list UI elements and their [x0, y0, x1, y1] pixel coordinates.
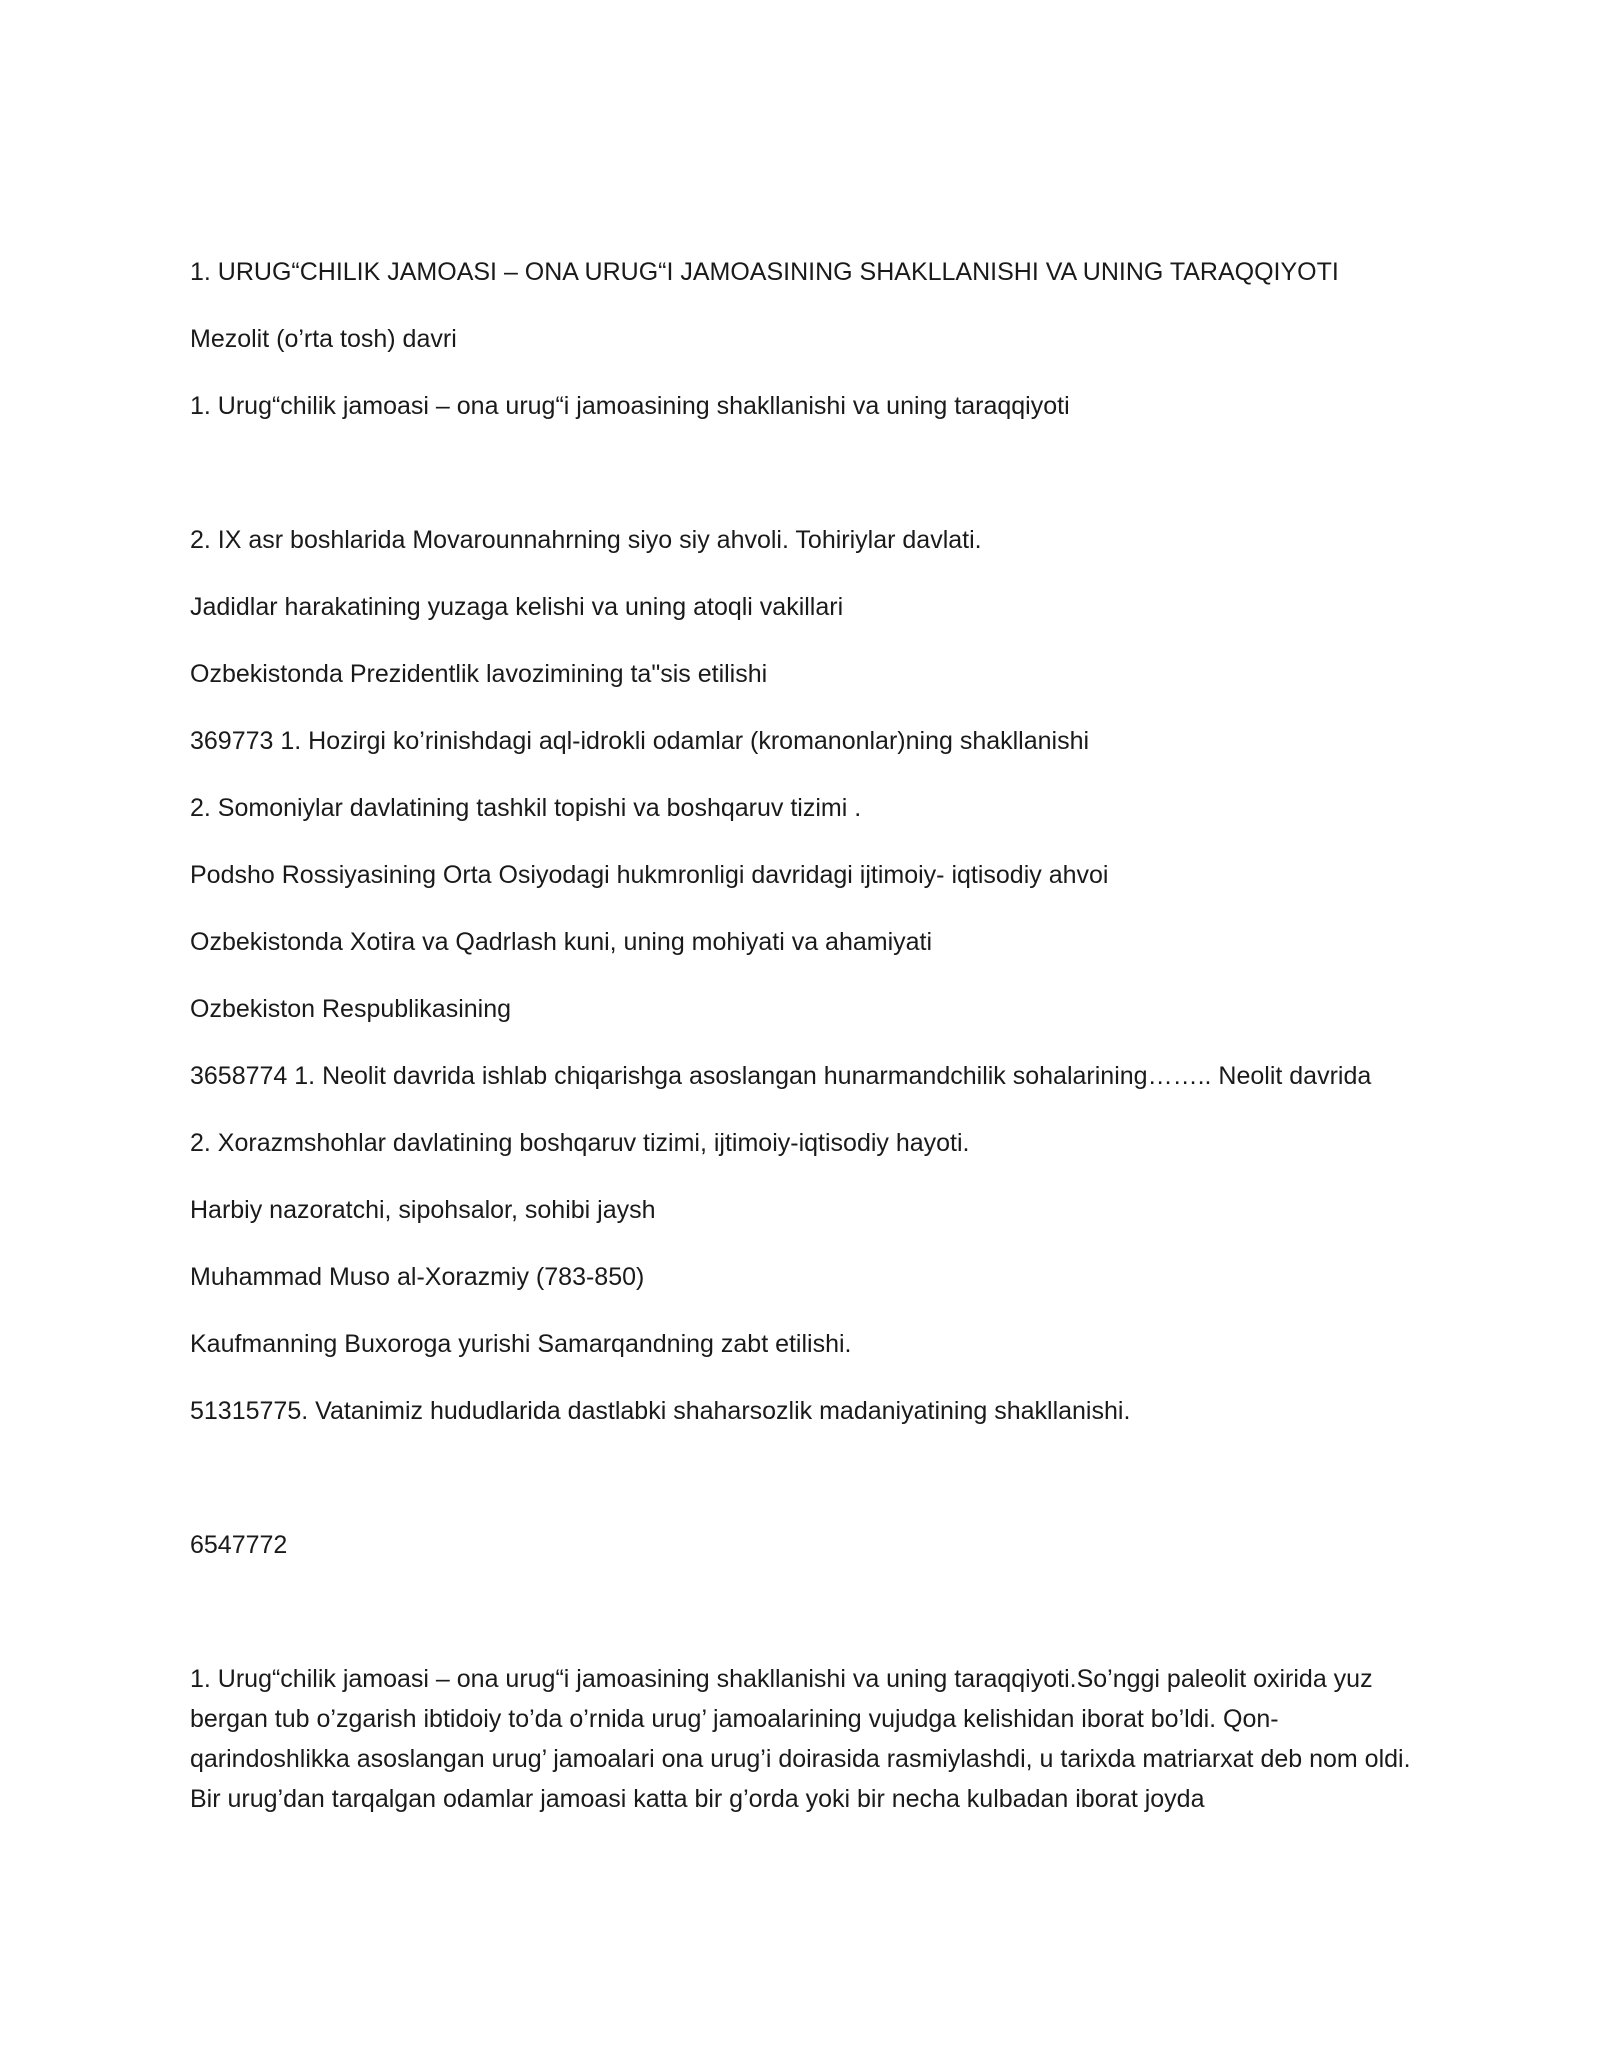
body-paragraph: 1. Urug“chilik jamoasi – ona urug“i jamoasining shakllanishi va uning taraqqiyoti.So’nggi paleolit oxirida yuz bergan tub o’zgarish ibtidoiy to’da o’rnida urug’ jamoalarining vujudga kelishidan iborat bo’ldi. Qon-qarindoshlikka asoslangan urug’ jamoalari ona urug’i doirasida rasmiylashdi, u tarixda matriarxat deb nom oldi. Bir urug’dan tarqalgan odamlar jamoasi katta bir g’orda yoki bir necha kulbadan iborat joyda [190, 1665, 1411, 1813]
paragraph: Ozbekistonda Prezidentlik lavozimining ta"sis etilishi [190, 660, 768, 688]
heading-paragraph: 1. URUG“CHILIK JAMOASI – ONA URUG“I JAMOASINING SHAKLLANISHI VA UNING TARAQQIYOTI [190, 258, 1339, 286]
paragraph: Harbiy nazoratchi, sipohsalor, sohibi jaysh [190, 1196, 656, 1224]
paragraph: Jadidlar harakatining yuzaga kelishi va uning atoqli vakillari [190, 593, 844, 621]
paragraph: Kaufmanning Buxoroga yurishi Samarqandning zabt etilishi. [190, 1330, 852, 1358]
paragraph: Mezolit (o’rta tosh) davri [190, 325, 457, 353]
paragraph: 51315775. Vatanimiz hududlarida dastlabki shaharsozlik madaniyatining shakllanishi. [190, 1397, 1131, 1425]
blank-line [190, 1458, 1420, 1525]
document-body [190, 252, 1420, 1846]
paragraph: 2. Somoniylar davlatining tashkil topishi va boshqaruv tizimi . [190, 794, 862, 822]
paragraph: Ozbekiston Respublikasining [190, 995, 512, 1023]
blank-line [190, 453, 1420, 520]
paragraph: 2. IX asr boshlarida Movarounnahrning siyo siy ahvoli. Tohiriylar davlati. [190, 526, 982, 554]
paragraph: Podsho Rossiyasining Orta Osiyodagi hukmronligi davridagi ijtimoiy- iqtisodiy ahvoi [190, 861, 1109, 889]
paragraph: Muhammad Muso al-Xorazmiy (783-850) [190, 1263, 645, 1291]
paragraph: 6547772 [190, 1531, 288, 1559]
paragraph: 1. Urug“chilik jamoasi – ona urug“i jamoasining shakllanishi va uning taraqqiyoti [190, 392, 1070, 420]
paragraph: Ozbekistonda Xotira va Qadrlash kuni, uning mohiyati va ahamiyati [190, 928, 933, 956]
paragraph: 369773 1. Hozirgi ko’rinishdagi aql-idrokli odamlar (kromanonlar)ning shakllanishi [190, 727, 1090, 755]
blank-line [190, 1592, 1420, 1659]
paragraph: 3658774 1. Neolit davrida ishlab chiqarishga asoslangan hunarmandchilik sohalarining…….. Neolit davrida [190, 1062, 1372, 1090]
paragraph: 2. Xorazmshohlar davlatining boshqaruv tizimi, ijtimoiy-iqtisodiy hayoti. [190, 1129, 970, 1157]
